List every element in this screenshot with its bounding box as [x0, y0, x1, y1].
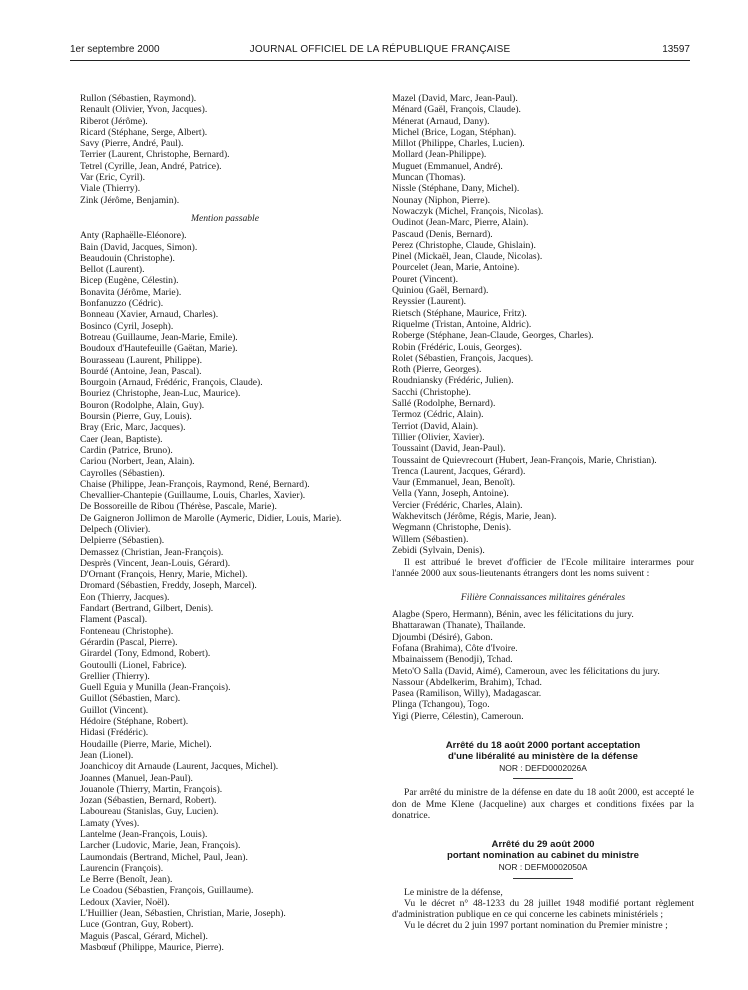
list-item: Rietsch (Stéphane, Maurice, Fritz).	[392, 307, 527, 319]
mention-passable-heading: Mention passable	[191, 212, 259, 224]
list-item: Cariou (Norbert, Jean, Alain).	[80, 456, 195, 468]
list-item: De Gaigneron Jollimon de Marolle (Aymeric, Didier, Louis, Marie).	[80, 512, 342, 524]
list-item: Nassour (Abdelkerim, Brahim), Tchad.	[392, 676, 542, 688]
filiere-heading: Filière Connaissances militaires générales	[460, 591, 626, 603]
list-item: Toussaint de Quievrecourt (Hubert, Jean-François, Marie, Christian).	[392, 454, 657, 466]
list-item: Luce (Gontran, Guy, Robert).	[80, 919, 194, 931]
list-item: Toussaint (David, Jean-Paul).	[392, 443, 506, 455]
list-item: Bouriez (Christophe, Jean-Luc, Maurice).	[80, 388, 241, 400]
list-item: Demassez (Christian, Jean-François).	[80, 546, 224, 558]
list-item: Bourdé (Antoine, Jean, Pascal).	[80, 365, 202, 377]
foreign-officer-list	[392, 609, 694, 722]
list-item: Bellot (Laurent).	[80, 264, 145, 276]
list-item: Larcher (Ludovic, Marie, Jean, François).	[80, 840, 241, 852]
list-item: Vaur (Emmanuel, Jean, Benoît).	[392, 477, 516, 489]
list-item: Laurencin (François).	[80, 862, 164, 874]
list-item: De Bossoreille de Ribou (Thérèse, Pascale, Marie).	[80, 501, 277, 513]
divider	[513, 878, 573, 879]
list-item: Trenca (Laurent, Jacques, Gérard).	[392, 465, 526, 477]
list-item: Bain (David, Jacques, Simon).	[80, 241, 198, 253]
arrete-body: Par arrêté du ministre de la défense en date du 18 août 2000, est accepté le don de Mme Klene (Jacqueline) aux charges et conditions fixées par la donatrice.	[392, 787, 694, 821]
list-item: Tillier (Olivier, Xavier).	[392, 431, 485, 443]
list-item: Savy (Pierre, André, Paul).	[80, 138, 184, 150]
list-item: Pasea (Ramilison, Willy), Madagascar.	[392, 688, 542, 700]
list-item: Ménard (Gaël, François, Claude).	[392, 104, 521, 116]
list-item: Perez (Christophe, Claude, Ghislain).	[392, 239, 536, 251]
list-item: Yigi (Pierre, Célestin), Cameroun.	[392, 710, 524, 722]
list-item: Pinel (Mickaël, Jean, Claude, Nicolas).	[392, 251, 543, 263]
divider	[513, 778, 573, 779]
list-item: Dromard (Sébastien, Freddy, Joseph, Marcel).	[80, 580, 257, 592]
list-item: Jean (Lionel).	[80, 749, 134, 761]
list-item: Grellier (Thierry).	[80, 670, 150, 682]
list-item: Bouron (Rodolphe, Alain, Guy).	[80, 399, 205, 411]
list-item: Hédoire (Stéphane, Robert).	[80, 716, 189, 728]
arrete-title: d'une libéralité au ministère de la défense	[448, 751, 638, 763]
list-item: Le Coadou (Sébastien, François, Guillaume).	[80, 885, 254, 897]
list-item: Girardel (Tony, Edmond, Robert).	[80, 648, 211, 660]
list-item: Riberot (Jérôme).	[80, 115, 148, 127]
right-column	[392, 93, 694, 932]
list-item: Oudinot (Jean-Marc, Pierre, Alain).	[392, 217, 529, 229]
list-item: Botreau (Guillaume, Jean-Marie, Emile).	[80, 331, 238, 343]
nor-reference: NOR : DEFD0002026A	[499, 763, 587, 774]
list-item: Meto'O Salla (David, Aimé), Cameroun, avec les félicitations du jury.	[392, 665, 660, 677]
arrete-paragraph: Vu le décret n° 48-1233 du 28 juillet 1948 modifié portant règlement d'administration publique en ce qui concerne les cabinets ministériels ;	[392, 897, 694, 921]
list-item: Bhattarawan (Thanate), Thaïlande.	[392, 620, 526, 632]
list-item: Hidasi (Frédéric).	[80, 727, 149, 739]
list-item: Laboureau (Stanislas, Guy, Lucien).	[80, 806, 219, 818]
list-item: Ledoux (Xavier, Noël).	[80, 896, 170, 908]
list-item: Nounay (Niphon, Pierre).	[392, 194, 491, 206]
list-item: Mbainaissem (Benodji), Tchad.	[392, 654, 513, 666]
list-item: Bray (Eric, Marc, Jacques).	[80, 422, 186, 434]
list-item: Zink (Jérôme, Benjamin).	[80, 194, 180, 206]
list-item: Maguis (Pascal, Gérard, Michel).	[80, 930, 208, 942]
list-item: Bourasseau (Laurent, Philippe).	[80, 354, 203, 366]
arrete-nomination	[392, 839, 694, 931]
list-item: Sallé (Rodolphe, Bernard).	[392, 398, 496, 410]
list-item: Mollard (Jean-Philippe).	[392, 149, 487, 161]
list-item: Delpierre (Sébastien).	[80, 535, 165, 547]
list-item: Nissle (Stéphane, Dany, Michel).	[392, 183, 520, 195]
list-item: Lamaty (Yves).	[80, 817, 140, 829]
list-item: Flament (Pascal).	[80, 614, 148, 626]
list-item: Var (Eric, Cyril).	[80, 172, 146, 184]
list-item: Vercier (Frédéric, Charles, Alain).	[392, 499, 523, 511]
list-item: Robin (Frédéric, Louis, Georges).	[392, 341, 522, 353]
list-item: Termoz (Cédric, Alain).	[392, 409, 484, 421]
list-item: Nowaczyk (Michel, François, Nicolas).	[392, 205, 544, 217]
page-number: 13597	[662, 44, 690, 55]
list-item: Ricard (Stéphane, Serge, Albert).	[80, 126, 208, 138]
list-item: L'Huillier (Jean, Sébastien, Christian, Marie, Joseph).	[80, 908, 286, 920]
list-item: Rullon (Sébastien, Raymond).	[80, 93, 197, 104]
graduate-list-continued	[392, 93, 694, 556]
list-item: Le Berre (Benoît, Jean).	[80, 874, 173, 886]
list-item: Desprès (Vincent, Jean-Louis, Gérard).	[80, 557, 231, 569]
list-item: Jouanole (Thierry, Martin, François).	[80, 783, 223, 795]
list-item: Fandart (Bertrand, Gilbert, Denis).	[80, 603, 214, 615]
graduate-list-top	[80, 93, 370, 206]
list-item: Pascaud (Denis, Bernard).	[392, 228, 493, 240]
list-item: Vella (Yann, Joseph, Antoine).	[392, 488, 509, 500]
list-item: Boudoux d'Hautefeuille (Gaëtan, Marie).	[80, 343, 238, 355]
list-item: Masbœuf (Philippe, Maurice, Pierre).	[80, 941, 224, 953]
list-item: Delpech (Olivier).	[80, 523, 151, 535]
list-item: Roberge (Stéphane, Jean-Claude, Georges, Charles).	[392, 330, 594, 342]
list-item: Djoumbi (Désiré), Gabon.	[392, 631, 493, 643]
list-item: Beaudouin (Christophe).	[80, 252, 175, 264]
list-item: Caer (Jean, Baptiste).	[80, 433, 163, 445]
list-item: Riquelme (Tristan, Antoine, Aldric).	[392, 318, 532, 330]
list-item: Fofana (Brahima), Côte d'Ivoire.	[392, 642, 518, 654]
list-item: Michel (Brice, Logan, Stéphan).	[392, 126, 517, 138]
list-item: D'Ornant (François, Henry, Marie, Michel).	[80, 569, 248, 581]
arrete-liberalite	[392, 740, 694, 821]
list-item: Bonavita (Jérôme, Marie).	[80, 286, 182, 298]
list-item: Roth (Pierre, Georges).	[392, 364, 482, 376]
list-item: Terriot (David, Alain).	[392, 420, 479, 432]
list-item: Alagbe (Spero, Hermann), Bénin, avec les félicitations du jury.	[392, 609, 634, 621]
list-item: Laumondais (Bertrand, Michel, Paul, Jean).	[80, 851, 248, 863]
list-item: Plinga (Tchangou), Togo.	[392, 699, 490, 711]
list-item: Jozan (Sébastien, Bernard, Robert).	[80, 795, 217, 807]
list-item: Cardin (Patrice, Bruno).	[80, 444, 173, 456]
list-item: Millot (Philippe, Charles, Lucien).	[392, 138, 525, 150]
list-item: Muncan (Thomas).	[392, 172, 466, 184]
left-column	[80, 93, 370, 953]
list-item: Houdaille (Pierre, Marie, Michel).	[80, 738, 212, 750]
list-item: Bicep (Eugène, Célestin).	[80, 275, 179, 287]
list-item: Joanchicoy dit Arnaude (Laurent, Jacques, Michel).	[80, 761, 279, 773]
list-item: Pourcelet (Jean, Marie, Antoine).	[392, 262, 520, 274]
list-item: Quiniou (Gaël, Bernard).	[392, 285, 489, 297]
list-item: Guillot (Vincent).	[80, 704, 149, 716]
list-item: Renault (Olivier, Yvon, Jacques).	[80, 104, 208, 116]
list-item: Guillot (Sébastien, Marc).	[80, 693, 181, 705]
list-item: Boursin (Pierre, Guy, Louis).	[80, 411, 192, 423]
list-item: Goutoulli (Lionel, Fabrice).	[80, 659, 187, 671]
list-item: Reyssier (Laurent).	[392, 296, 467, 308]
arrete-title: Arrêté du 29 août 2000	[491, 839, 595, 851]
issue-date: 1er septembre 2000	[70, 44, 160, 55]
list-item: Roudniansky (Frédéric, Julien).	[392, 375, 514, 387]
brevet-paragraph: Il est attribué le brevet d'officier de l'Ecole militaire interarmes pour l'année 2000 aux sous-lieutenants étrangers dont les noms suivent :	[392, 557, 694, 580]
list-item: Muguet (Emmanuel, André).	[392, 160, 503, 172]
list-item: Joannes (Manuel, Jean-Paul).	[80, 772, 193, 784]
list-item: Gérardin (Pascal, Pierre).	[80, 636, 178, 648]
list-item: Wegmann (Christophe, Denis).	[392, 522, 512, 534]
list-item: Bosinco (Cyril, Joseph).	[80, 320, 174, 332]
list-item: Sacchi (Christophe).	[392, 386, 471, 398]
arrete-title: portant nomination au cabinet du ministre	[447, 850, 639, 862]
list-item: Lantelme (Jean-François, Louis).	[80, 829, 208, 840]
list-item: Bourgoin (Arnaud, Frédéric, François, Claude).	[80, 377, 263, 389]
list-item: Bonneau (Xavier, Arnaud, Charles).	[80, 309, 219, 321]
nor-reference: NOR : DEFM0002050A	[498, 862, 588, 873]
list-item: Wakhevitsch (Jérôme, Régis, Marie, Jean).	[392, 510, 557, 522]
list-item: Rolet (Sébastien, François, Jacques).	[392, 352, 534, 364]
list-item: Tetrel (Cyrille, Jean, André, Patrice).	[80, 160, 222, 172]
list-item: Chaise (Philippe, Jean-François, Raymond, René, Bernard).	[80, 478, 310, 490]
list-item: Fonteneau (Christophe).	[80, 625, 174, 637]
list-item: Viale (Thierry).	[80, 183, 141, 195]
list-item: Bonfanuzzo (Cédric).	[80, 298, 164, 310]
list-item: Terrier (Laurent, Christophe, Bernard).	[80, 149, 230, 161]
page-header	[70, 44, 690, 61]
list-item: Ménerat (Arnaud, Dany).	[392, 115, 490, 127]
arrete-paragraph: Le ministre de la défense,	[404, 886, 503, 898]
list-item: Cayrolles (Sébastien).	[80, 467, 165, 479]
arrete-paragraph: Vu le décret du 2 juin 1997 portant nomination du Premier ministre ;	[404, 920, 668, 932]
list-item: Chevallier-Chantepie (Guillaume, Louis, Charles, Xavier).	[80, 490, 306, 502]
list-item: Guell Eguia y Munilla (Jean-François).	[80, 682, 231, 694]
list-item: Willem (Sébastien).	[392, 533, 469, 545]
list-item: Eon (Thierry, Jacques).	[80, 591, 170, 603]
list-item: Pouret (Vincent).	[392, 273, 459, 285]
journal-title: JOURNAL OFFICIEL DE LA RÉPUBLIQUE FRANÇAISE	[249, 44, 511, 55]
arrete-title: Arrêté du 18 août 2000 portant acceptation	[445, 740, 641, 752]
list-item: Zebidi (Sylvain, Denis).	[392, 544, 485, 556]
list-item: Mazel (David, Marc, Jean-Paul).	[392, 93, 518, 104]
graduate-list-passable	[80, 230, 370, 953]
list-item: Anty (Raphaëlle-Eléonore).	[80, 230, 187, 242]
